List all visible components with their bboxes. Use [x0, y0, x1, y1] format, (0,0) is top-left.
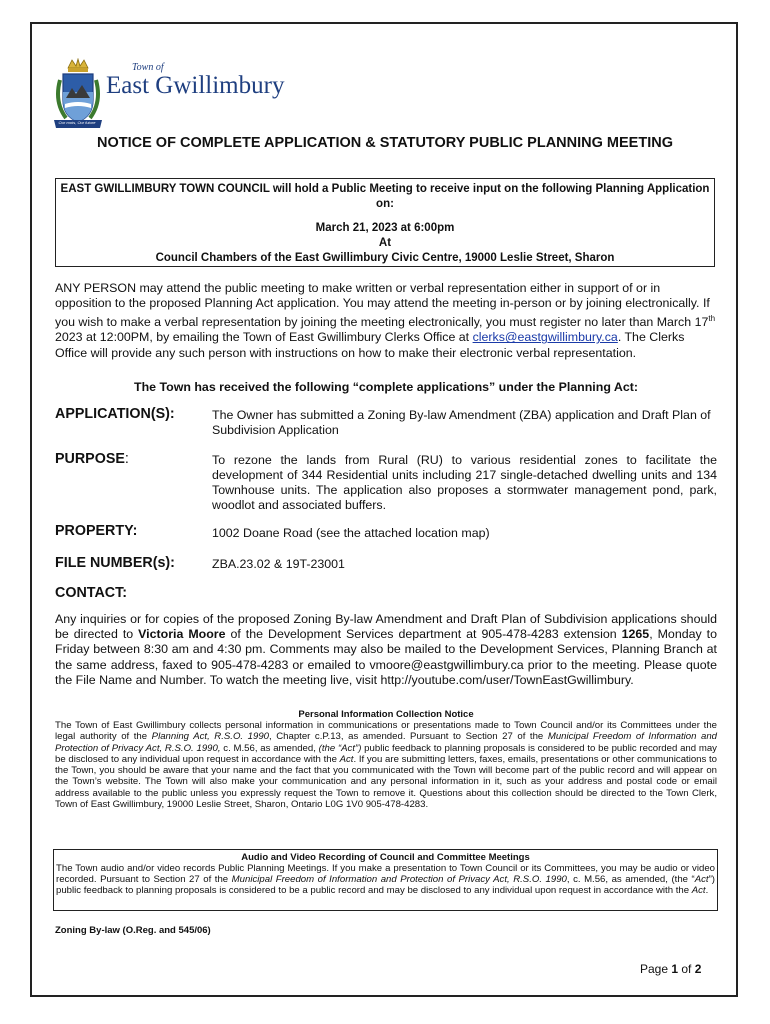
av-text-2: , c. M.56, as amended, (the “	[566, 874, 695, 886]
received-heading: The Town has received the following “complete applications” under the Planning Act:	[134, 380, 638, 394]
purpose-label-text: PURPOSE	[55, 451, 125, 467]
audio-video-title: Audio and Video Recording of Council and Committee Meetings	[241, 852, 530, 863]
pi-text-5: . If you are submitting letters, faxes, emails, presentations or other communications to the Town, you should be aware that your name and the fact that you communicated with the Town will become part of the public record and will appear on the Town’s website. The Town will also make your communication and any personal information in it, such as your address and postal code or email address available to the public unless you expressly request the Town to remove it. Questions about this collection should be directed to the Town Clerk, Town of East Gwillimbury, 19000 Leslie Street, Sharon, Ontario L0G 1V0 905-478-4283.	[55, 753, 717, 811]
av-italic-3: Act	[691, 885, 706, 897]
file-number-text: ZBA.23.02 & 19T-23001	[212, 557, 345, 571]
purpose-text: To rezone the lands from Rural (RU) to various residential zones to facilitate the development of 344 Residential units including 217 single-detached dwelling units and 134 Townhouse units. The application also proposes a stormwater management pond, park, woodlot and associated buffers.	[212, 453, 717, 512]
contact-name: Victoria Moore	[138, 627, 226, 642]
meeting-intro: EAST GWILLIMBURY TOWN COUNCIL will hold a Public Meeting to receive input on the following Planning Application on:	[60, 183, 710, 210]
zoning-bylaw-note: Zoning By-law (O.Reg. and 545/06)	[55, 925, 211, 936]
page-current: 1	[671, 962, 679, 976]
av-text-4: .	[705, 885, 709, 897]
purpose-colon: :	[124, 451, 129, 467]
purpose-label	[55, 451, 129, 467]
pi-italic-4: Act	[339, 753, 354, 765]
meeting-date: March 21, 2023 at 6:00pm	[315, 222, 455, 234]
file-number-label: FILE NUMBER(s):	[55, 555, 175, 571]
audio-video-body	[56, 863, 715, 897]
pi-text-2: , Chapter c.P.13, as amended. Pursuant to Section 27 of the	[269, 731, 548, 743]
any-person-text-1: ANY PERSON may attend the public meeting to make written or verbal representation either in support of or in opposition to the proposed Planning Act application. You may attend the meeting in-person or by joining electronically. If you wish to make a verbal representation by joining the meeting electronically, you must register no later than March 17	[55, 281, 710, 330]
logo-town-of: Town of	[132, 62, 164, 73]
av-text-3: ”) public feedback to planning proposals is considered to be a public record and may be disclosed to any individual upon request in accordance with the	[56, 874, 715, 897]
av-text-1: The Town audio and/or video records Public Planning Meetings. If you make a presentation to Town Council or its Committees, you may be audio or video recorded. Pursuant to Section 27 of the	[56, 863, 715, 886]
contact-text-1: Any inquiries or for copies of the proposed Zoning By-law Amendment and Draft Plan of Subdivision applications should be directed to	[55, 612, 717, 642]
applications-text: The Owner has submitted a Zoning By-law Amendment (ZBA) application and Draft Plan of Subdivision Application	[212, 408, 711, 437]
meeting-at: At	[378, 237, 392, 249]
contact-label: CONTACT:	[55, 585, 128, 601]
page-of: of	[678, 962, 695, 976]
notice-title: NOTICE OF COMPLETE APPLICATION & STATUTORY PUBLIC PLANNING MEETING	[97, 135, 673, 151]
logo-town-name: East Gwillimbury	[106, 72, 285, 99]
pi-italic-3: (the “Act”)	[318, 742, 362, 754]
any-person-text-3: . The Clerks Office will provide any such person with instructions on how to make their electronic verbal representation.	[55, 330, 685, 360]
logo-motto: Our roots, Our future	[58, 120, 96, 125]
any-person-text-2: 2023 at 12:00PM, by emailing the Town of East Gwillimbury Clerks Office at	[55, 330, 473, 345]
pi-italic-2: Municipal Freedom of Information and Protection of Privacy Act, R.S.O. 1990,	[55, 731, 717, 754]
town-logo	[52, 58, 352, 138]
page-total: 2	[694, 962, 702, 976]
property-text: 1002 Doane Road (see the attached location map)	[212, 526, 490, 540]
personal-info-body	[55, 720, 717, 810]
av-italic-1: Municipal Freedom of Information and Protection of Privacy Act, R.S.O. 1990	[231, 874, 567, 886]
applications-label: APPLICATION(S):	[55, 406, 175, 422]
pi-italic-1: Planning Act, R.S.O. 1990	[151, 731, 269, 743]
personal-info-title: Personal Information Collection Notice	[298, 709, 474, 720]
contact-paragraph	[55, 612, 717, 688]
meeting-info-box	[55, 178, 715, 267]
contact-extension: 1265	[621, 627, 650, 642]
page-number	[640, 962, 701, 976]
any-person-paragraph	[55, 281, 717, 361]
audio-video-box	[53, 849, 718, 911]
pi-text-1: The Town of East Gwillimbury collects personal information in communications or presentations made to Town Council and/or its Committees under the legal authority of the	[55, 720, 717, 743]
av-italic-2: Act	[694, 874, 709, 886]
meeting-location: Council Chambers of the East Gwillimbury Civic Centre, 19000 Leslie Street, Sharon	[155, 252, 615, 264]
superscript-th: th	[708, 314, 716, 324]
clerks-email-link[interactable]: clerks@eastgwillimbury.ca	[472, 330, 618, 345]
contact-text-3: , Monday to Friday between 8:30 am and 4:30 pm. Comments may also be mailed to the Development Services, Planning Branch at the same address, faxed to 905-478-4283 or emailed to vmoore@eastgwillimbury.ca prior to the meeting. Please quote the File Name and Number. To watch the meeting live, visit http://youtube.com/user/TownEastGwillimbury.	[55, 627, 717, 687]
property-label: PROPERTY:	[55, 523, 138, 539]
contact-text-2: of the Development Services department at 905-478-4283 extension	[225, 627, 622, 642]
pi-text-4: public feedback to planning proposals is considered to be public recorded and may be disclosed to any individual upon request in accordance with the	[55, 742, 717, 765]
pi-text-3: c. M.56, as amended,	[220, 742, 319, 754]
page-prefix: Page	[640, 962, 672, 976]
